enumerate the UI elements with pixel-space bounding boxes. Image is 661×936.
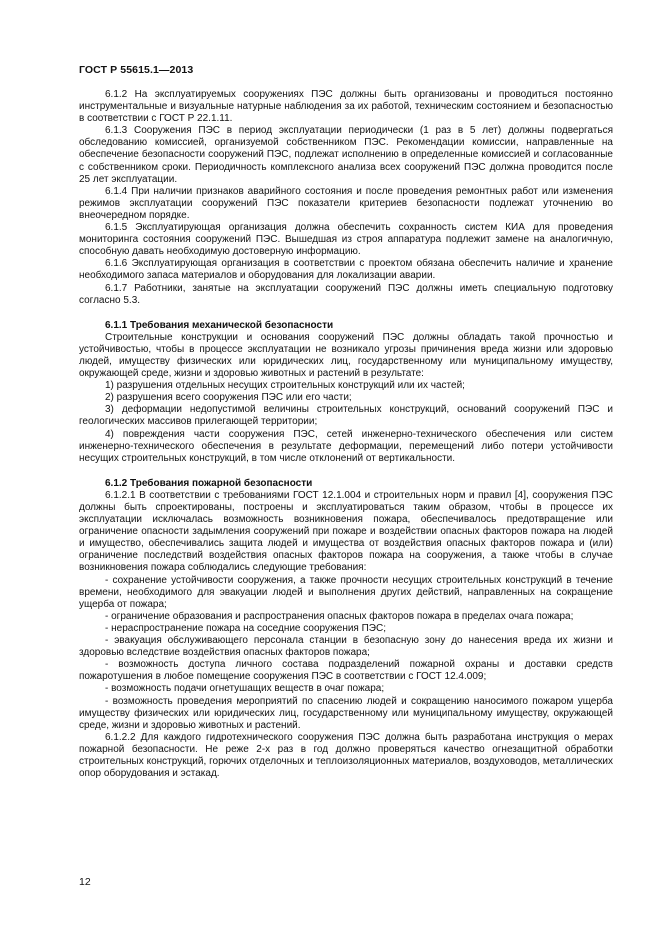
paragraph-6-1-2-2: 6.1.2.2 Для каждого гидротехнического сооружения ПЭС должна быть разработана инструкция о мерах пожарной безопасности. Не реже 2-х раз в год должно проверяться качество огнезащитной обработки строительных конструкций, горючих отделочных и теплоизоляционных материалов, воздуховодов, металлических опор оборудования и эстакад. [79,731,613,780]
paragraph-6-1-4: 6.1.4 При наличии признаков аварийного состояния и после проведения ремонтных работ или изменения режимов эксплуатации сооружений ПЭС показатели критериев безопасности подлежат уточнению во внеочередном порядке. [79,185,613,221]
fire-safety-requirement-item: - эвакуация обслуживающего персонала станции в безопасную зону до нанесения вреда их жизни и здоровью вследствие воздействия опасных факторов пожара; [79,635,613,659]
mechanical-safety-item: 3) деформации недопустимой величины строительных конструкций, оснований сооружений ПЭС и геологических массивов прилегающей территории; [79,404,613,428]
section-spacer [79,465,613,478]
page-number: 12 [79,876,91,888]
section-heading-fire-safety: 6.1.2 Требования пожарной безопасности [105,477,313,489]
fire-safety-requirement-item: - сохранение устойчивости сооружения, а также прочности несущих строительных конструкций в течение времени, необходимого для эвакуации людей и выполнения других действий, направленных на сокращение ущерба от пожара; [79,574,613,610]
paragraph-6-1-2-1: 6.1.2.1 В соответствии с требованиями ГОСТ 12.1.004 и строительных норм и правил [4], сооружения ПЭС должны быть спроектированы, построены и эксплуатироваться таким образом, чтобы в процессе их эксплуатации исключалась возможность возникновения пожара, обеспечивалось предотвращение или ограничение опасности задымления сооружений при пожаре и воздействии опасных факторов пожара на людей и имущество, обеспечивались защита людей и имущества от воздействия опасных факторов пожара и (или) ограничение последствий воздействия опасных факторов пожара на сооружения, а также чтобы в случае возникновения пожара соблюдались следующие требования: [79,489,613,574]
fire-safety-requirement-item: - возможность доступа личного состава подразделений пожарной охраны и доставки средств пожаротушения в любое помещение сооружения ПЭС в соответствии с ГОСТ 12.4.009; [79,659,613,683]
paragraph-6-1-2: 6.1.2 На эксплуатируемых сооружениях ПЭС должны быть организованы и проводиться постоянно инструментальные и визуальные натурные наблюдения за их работой, техническим состоянием и безопасностью в соответствии с ГОСТ Р 22.1.11. [79,89,613,125]
section-heading-mechanical-safety: 6.1.1 Требования механической безопасности [105,319,334,331]
section-spacer [79,307,613,320]
fire-safety-requirement-item: - нераспространение пожара на соседние сооружения ПЭС; [105,622,386,634]
mechanical-safety-item: 1) разрушения отдельных несущих строительных конструкций или их частей; [105,380,465,392]
mechanical-safety-intro: Строительные конструкции и основания сооружений ПЭС должны обладать такой прочностью и устойчивостью, чтобы в процессе эксплуатации не возникало угрозы причинения вреда жизни или здоровью людей, имуществу физических или юридических лиц, государственному или муниципальному имуществу, окружающей среде, жизни и здоровью животных и растений в результате: [79,331,613,380]
paragraph-6-1-5: 6.1.5 Эксплуатирующая организация должна обеспечить сохранность систем КИА для проведения мониторинга состояния сооружений ПЭС. Вышедшая из строя аппаратура подлежит замене на аналогичную, способную давать необходимую достоверную информацию. [79,222,613,258]
paragraph-6-1-6: 6.1.6 Эксплуатирующая организация в соответствии с проектом обязана обеспечить наличие и хранение необходимого запаса материалов и оборудования для локализации аварии. [79,258,613,282]
paragraph-6-1-7: 6.1.7 Работники, занятые на эксплуатации сооружений ПЭС должны иметь специальную подготовку согласно 5.3. [79,282,613,306]
paragraph-6-1-3: 6.1.3 Сооружения ПЭС в период эксплуатации периодически (1 раз в 5 лет) должны подвергаться обследованию комиссией, организуемой собственником ПЭС. Рекомендации комиссии, направленные на обеспечение безопасности сооружений ПЭС, подлежат исполнению в определенные комиссией и согласованные с собственником сроки. Периодичность комплексного анализа всех сооружений ПЭС должна проводится после 25 лет эксплуатации. [79,125,613,185]
mechanical-safety-item: 4) повреждения части сооружения ПЭС, сетей инженерно-технического обеспечения или систем инженерно-технического обеспечения в результате деформации, перемещений либо потери устойчивости несущих строительных конструкций, в том числе отклонений от вертикальности. [79,428,613,464]
fire-safety-requirement-item: - возможность проведения мероприятий по спасению людей и сокращению наносимого пожаром ущерба имуществу физических или юридических лиц, государственному или муниципальному имуществу, окружающей среде, жизни и здоровью животных и растений. [79,695,613,731]
document-body [79,89,613,780]
document-code-header: ГОСТ Р 55615.1—2013 [79,64,194,76]
mechanical-safety-item: 2) разрушения всего сооружения ПЭС или его части; [105,392,352,404]
fire-safety-requirement-item: - ограничение образования и распространения опасных факторов пожара в пределах очага пожара; [105,610,574,622]
fire-safety-requirement-item: - возможность подачи огнетушащих веществ в очаг пожара; [105,683,385,695]
